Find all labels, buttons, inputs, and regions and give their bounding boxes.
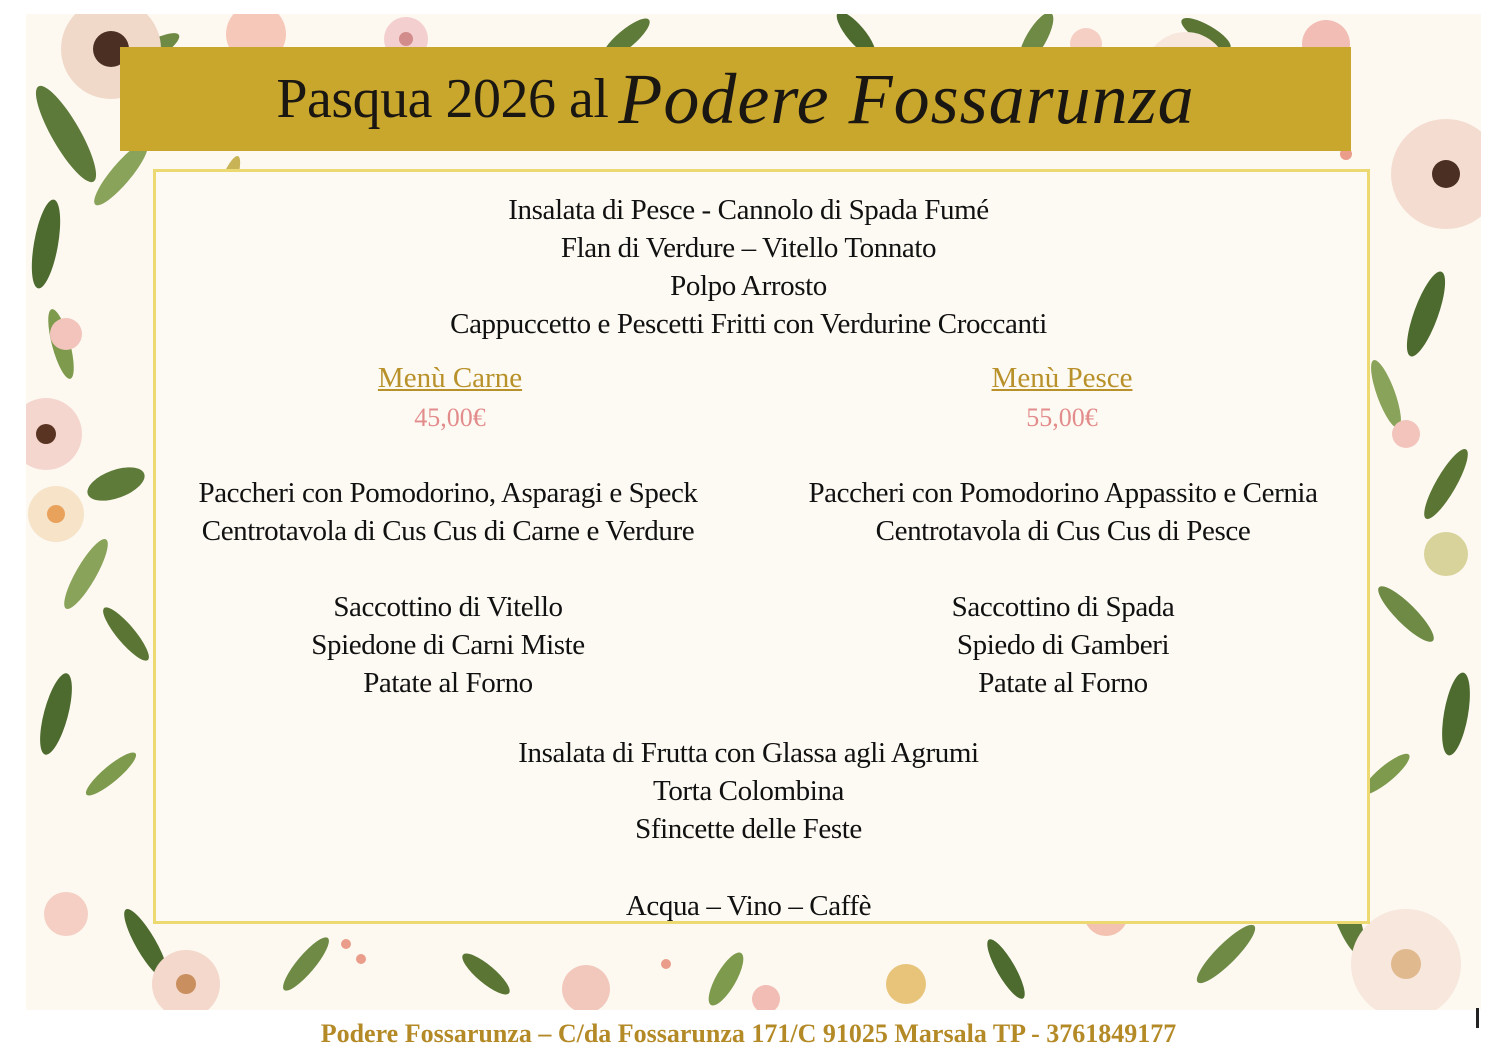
pesce-first-course: Centrotavola di Cus Cus di Pesce bbox=[875, 515, 1251, 547]
pesce-main-course: Spiedo di Gamberi bbox=[956, 629, 1170, 661]
starter-item: Flan di Verdure – Vitello Tonnato bbox=[560, 232, 937, 264]
title-plain: Pasqua 2026 al bbox=[276, 68, 609, 130]
title-banner bbox=[120, 47, 1351, 151]
menu-pesce-price: 55,00€ bbox=[1026, 403, 1098, 432]
footer-address: Podere Fossarunza – C/da Fossarunza 171/C 91025 Marsala TP - 3761849177 bbox=[320, 1019, 1177, 1048]
carne-first-course: Paccheri con Pomodorino, Asparagi e Speck bbox=[198, 477, 698, 509]
starter-item: Cappuccetto e Pescetti Fritti con Verdurine Croccanti bbox=[450, 308, 1047, 340]
pesce-first-course: Paccheri con Pomodorino Appassito e Cernia bbox=[808, 477, 1318, 509]
pesce-main-course: Saccottino di Spada bbox=[951, 591, 1175, 623]
carne-main-course: Saccottino di Vitello bbox=[333, 591, 563, 623]
drinks-line: Acqua – Vino – Caffè bbox=[625, 890, 872, 922]
menu-pesce-heading: Menù Pesce bbox=[991, 362, 1133, 394]
menu-carne-heading: Menù Carne bbox=[377, 362, 523, 394]
starter-item: Polpo Arrosto bbox=[670, 270, 827, 302]
starter-item: Insalata di Pesce - Cannolo di Spada Fumé bbox=[508, 194, 989, 226]
carne-main-course: Spiedone di Carni Miste bbox=[311, 629, 585, 661]
dessert-item: Insalata di Frutta con Glassa agli Agrumi bbox=[518, 737, 979, 769]
dessert-item: Sfincette delle Feste bbox=[635, 813, 862, 845]
dessert-item: Torta Colombina bbox=[653, 775, 844, 807]
pesce-main-course: Patate al Forno bbox=[978, 667, 1148, 699]
edge-mark bbox=[1476, 1008, 1479, 1028]
carne-main-course: Patate al Forno bbox=[363, 667, 533, 699]
carne-first-course: Centrotavola di Cus Cus di Carne e Verdure bbox=[201, 515, 695, 547]
title-script: Podere Fossarunza bbox=[618, 58, 1195, 139]
menu-carne-price: 45,00€ bbox=[414, 403, 486, 432]
